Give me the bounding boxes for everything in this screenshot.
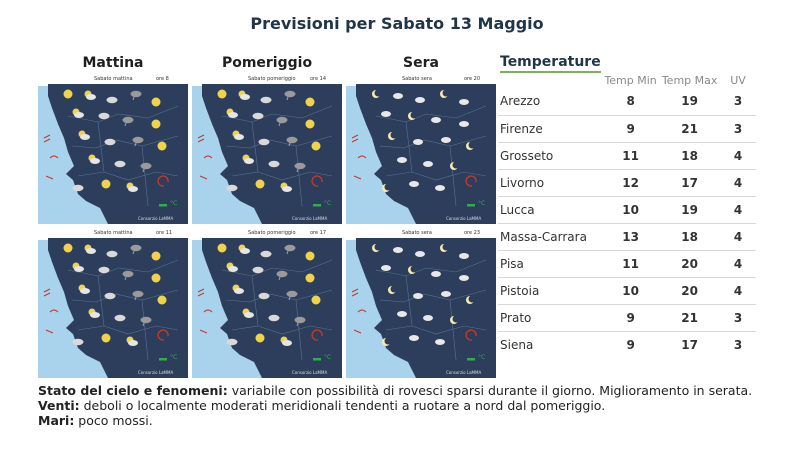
- cell-uv: 3: [733, 337, 743, 352]
- temperature-row: [498, 196, 756, 223]
- weather-map: [192, 230, 342, 378]
- cell-min: 8: [602, 88, 659, 115]
- map-credit: Consorzio LaMMA: [138, 370, 174, 375]
- weather-map: [346, 230, 496, 378]
- cell-max: 21: [659, 304, 720, 331]
- map-unit: °C: [170, 354, 178, 361]
- map-time: ore 8: [156, 76, 169, 82]
- map-time: ore 14: [310, 76, 327, 82]
- temperature-row: [498, 142, 756, 169]
- cell-city: Pisa: [498, 250, 602, 277]
- cell-max: 17: [659, 169, 720, 196]
- map-credit: Consorzio LaMMA: [446, 370, 482, 375]
- cell-city: Massa-Carrara: [498, 223, 602, 250]
- cell-min: 10: [602, 277, 659, 304]
- weather-map: [38, 76, 188, 224]
- cell-max: 21: [659, 115, 720, 142]
- temperature-table: [498, 72, 756, 358]
- sea-text: poco mossi.: [74, 413, 153, 428]
- map-caption: Sabato mattina: [94, 230, 133, 236]
- map-time: ore 20: [464, 76, 481, 82]
- wind-label: Venti:: [38, 398, 80, 413]
- temperature-row: [498, 223, 756, 250]
- temperature-row: [498, 169, 756, 196]
- cell-max: 20: [659, 277, 720, 304]
- map-time: ore 23: [464, 230, 481, 236]
- sky-label: Stato del cielo e fenomeni:: [38, 383, 228, 398]
- cell-max: 20: [659, 250, 720, 277]
- cell-uv: 4: [720, 142, 756, 169]
- temperature-row: [498, 88, 756, 115]
- header-temp-min: Temp Min: [604, 73, 657, 87]
- sky-text: variabile con possibilità di rovesci sparsi durante il giorno. Miglioramento in serata.: [227, 383, 753, 398]
- map-caption: Sabato pomeriggio: [248, 230, 296, 236]
- temperature-row: [498, 331, 756, 358]
- cell-city: Lucca: [498, 196, 602, 223]
- map-credit: Consorzio LaMMA: [446, 216, 482, 221]
- column-morning-label: Mattina: [82, 55, 144, 71]
- cell-uv: 4: [720, 196, 756, 223]
- map-caption: Sabato mattina: [94, 76, 133, 82]
- map-time: ore 17: [310, 230, 327, 236]
- cell-uv: 3: [720, 304, 756, 331]
- map-credit: Consorzio LaMMA: [292, 370, 328, 375]
- cell-uv: 4: [720, 277, 756, 304]
- cell-city: Siena: [500, 337, 534, 352]
- cell-city: Grosseto: [498, 142, 602, 169]
- cell-city: Firenze: [498, 115, 602, 142]
- temperature-row: [498, 250, 756, 277]
- map-unit: °C: [478, 200, 486, 207]
- cell-min: 11: [602, 142, 659, 169]
- header-temp-max: Temp Max: [661, 73, 718, 87]
- column-afternoon-label: Pomeriggio: [221, 55, 313, 71]
- map-caption: Sabato pomeriggio: [248, 76, 296, 82]
- map-unit: °C: [478, 354, 486, 361]
- cell-min: 9: [602, 115, 659, 142]
- forecast-description: [38, 383, 758, 428]
- temperature-row: [498, 115, 756, 142]
- cell-min: 11: [602, 250, 659, 277]
- weather-map: [346, 76, 496, 224]
- map-credit: Consorzio LaMMA: [292, 216, 328, 221]
- map-unit: °C: [170, 200, 178, 207]
- cell-max: 19: [659, 88, 720, 115]
- weather-map: [192, 76, 342, 224]
- cell-min: 9: [626, 337, 635, 352]
- header-uv: UV: [730, 73, 746, 87]
- map-credit: Consorzio LaMMA: [138, 216, 174, 221]
- page-title: Previsioni per Sabato 13 Maggio: [250, 14, 544, 33]
- wind-text: deboli o localmente moderati meridionali tendenti a ruotare a nord dal pomeriggio.: [79, 398, 606, 413]
- temperature-row: [498, 304, 756, 331]
- column-evening-label: Sera: [403, 55, 439, 71]
- cell-min: 9: [602, 304, 659, 331]
- cell-city: Livorno: [498, 169, 602, 196]
- cell-max: 18: [659, 142, 720, 169]
- cell-min: 10: [602, 196, 659, 223]
- temperature-row: [498, 277, 756, 304]
- cell-city: Arezzo: [498, 88, 602, 115]
- cell-max: 18: [659, 223, 720, 250]
- cell-uv: 4: [720, 223, 756, 250]
- map-caption: Sabato sera: [402, 230, 432, 236]
- cell-min: 13: [602, 223, 659, 250]
- weather-map: [38, 230, 188, 378]
- cell-max: 17: [681, 337, 698, 352]
- cell-uv: 3: [720, 88, 756, 115]
- cell-city: Prato: [498, 304, 602, 331]
- sea-label: Mari:: [38, 413, 75, 428]
- cell-uv: 4: [720, 169, 756, 196]
- map-unit: °C: [324, 354, 332, 361]
- map-caption: Sabato sera: [402, 76, 432, 82]
- cell-uv: 3: [720, 115, 756, 142]
- cell-max: 19: [659, 196, 720, 223]
- temperature-title: Temperature: [500, 54, 601, 73]
- map-time: ore 11: [156, 230, 173, 236]
- cell-uv: 4: [720, 250, 756, 277]
- map-unit: °C: [324, 200, 332, 207]
- cell-city: Pistoia: [498, 277, 602, 304]
- cell-min: 12: [602, 169, 659, 196]
